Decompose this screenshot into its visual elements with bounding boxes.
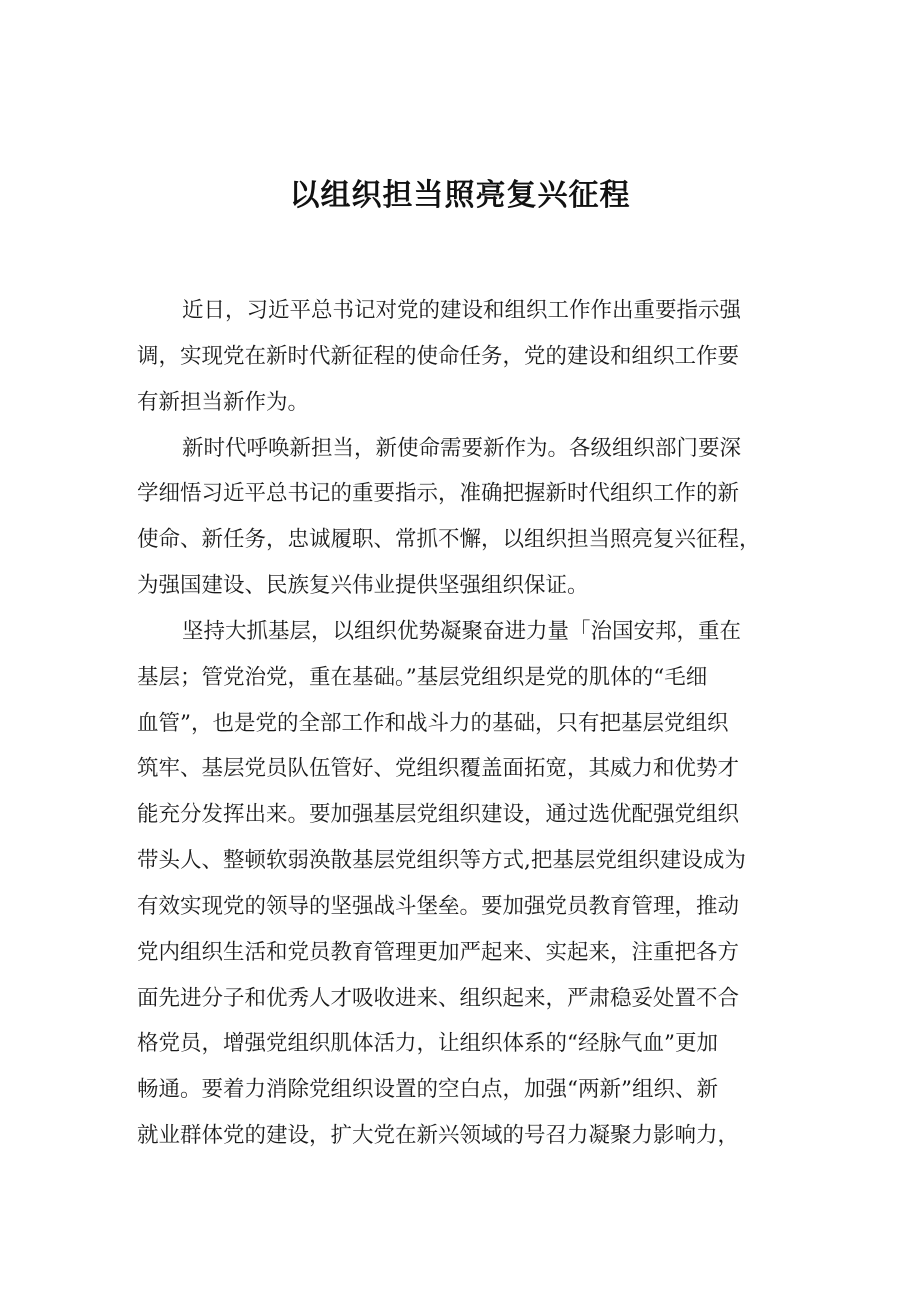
paragraph-3-line-10: 格党员，增强党组织肌体活力，让组织体系的“经脉气血”更加 <box>137 1031 718 1056</box>
paragraph-1-line-3: 有新担当新作为。 <box>137 390 310 415</box>
paragraph-3-line-12: 就业群体党的建设，扩大党在新兴领域的号召力凝聚力影响力， <box>137 1123 740 1148</box>
paragraph-3-line-11: 畅通。要着力消除党组织设置的空白点，加强“两新”组织、新 <box>137 1077 718 1102</box>
paragraph-3-line-8: 党内组织生活和党员教育管理更加严起来、实起来，注重把各方 <box>137 940 740 965</box>
paragraph-2-line-2: 学细悟习近平总书记的重要指示，准确把握新时代组织工作的新 <box>137 481 740 506</box>
paragraph-3-line-5: 能充分发挥出来。要加强基层党组织建设，通过选优配强党组织 <box>137 802 740 827</box>
paragraph-2-line-4: 为强国建设、民族复兴伟业提供坚强组织保证。 <box>137 573 589 598</box>
paragraph-3-line-9: 面先进分子和优秀人才吸收进来、组织起来，严肃稳妥处置不合 <box>137 986 740 1011</box>
paragraph-1-line-1: 近日，习近平总书记对党的建设和组织工作作出重要指示强 <box>182 298 742 323</box>
paragraph-3-line-6: 带头人、整顿软弱涣散基层党组织等方式,把基层党组织建设成为 <box>137 848 746 873</box>
paragraph-3-line-1: 坚持大抓基层，以组织优势凝聚奋进力量「治国安邦，重在 <box>182 619 742 644</box>
paragraph-2-line-1: 新时代呼唤新担当，新使命需要新作为。各级组织部门要深 <box>182 436 742 461</box>
document-title: 以组织担当照亮复兴征程 <box>289 178 631 213</box>
paragraph-3-line-3: 血管”，也是党的全部工作和战斗力的基础，只有把基层党组织 <box>137 711 729 736</box>
paragraph-1-line-2: 调，实现党在新时代新征程的使命任务，党的建设和组织工作要 <box>137 344 740 369</box>
paragraph-3-line-4: 筑牢、基层党员队伍管好、党组织覆盖面拓宽，其威力和优势才 <box>137 756 740 781</box>
paragraph-3-line-7: 有效实现党的领导的坚强战斗堡垒。要加强党员教育管理，推动 <box>137 894 740 919</box>
paragraph-3-line-2: 基层；管党治党，重在基础。”基层党组织是党的肌体的“毛细 <box>137 665 708 690</box>
paragraph-2-line-3: 使命、新任务，忠诚履职、常抓不懈，以组织担当照亮复兴征程， <box>137 527 761 552</box>
